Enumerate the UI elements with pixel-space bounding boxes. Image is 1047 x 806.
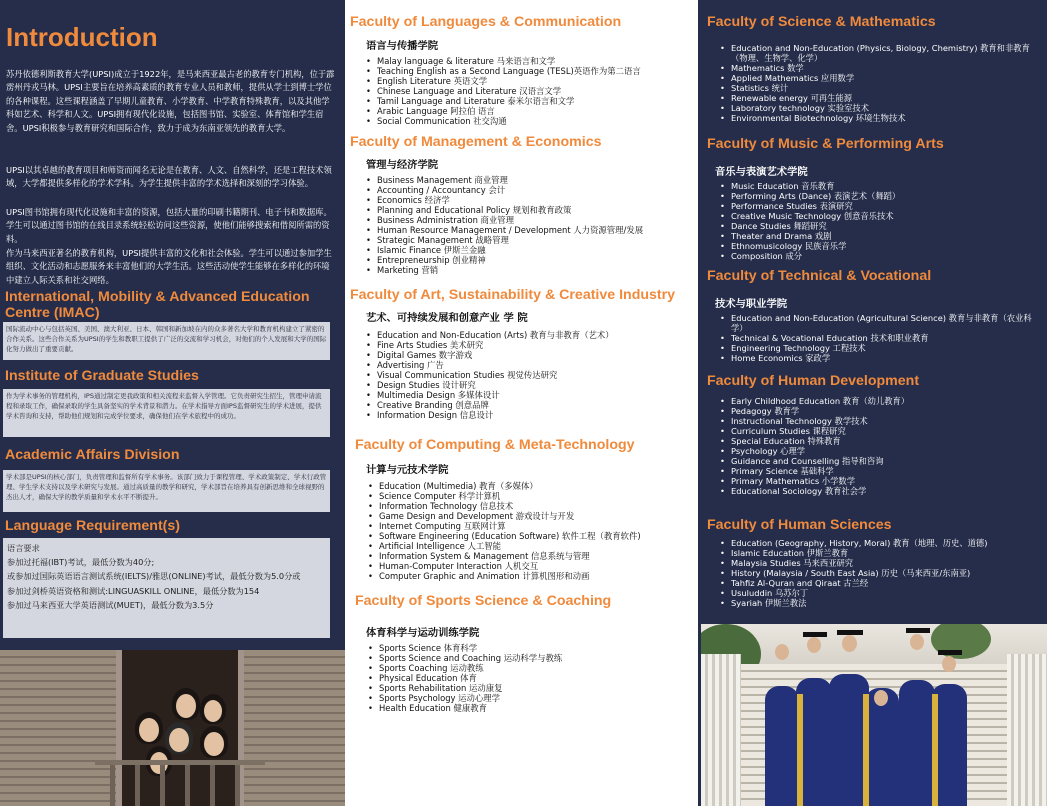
- program-item: • Education and Non-Education (Agricultural Science) 教育与非教育（农业科学）: [718, 314, 1038, 334]
- program-item: • Education and Non-Education (Arts) 教育与非教育（艺术）: [365, 331, 695, 341]
- program-item: • Guidance and Counselling 指导和咨询: [718, 457, 1038, 467]
- faculty-chinese-title: 技术与职业学院: [715, 298, 788, 310]
- language-line: 参加过剑桥英语资格和测试:LINGUASKILL ONLINE，最低分数为154: [7, 585, 260, 596]
- program-item: • Performance Studies 表演研究: [718, 202, 1038, 212]
- faculty-title: Faculty of Management & Economics: [350, 134, 602, 150]
- intro-paragraph-3: UPSI图书馆拥有现代化设施和丰富的资源，包括大量的印刷书籍期刊、电子书和数据库。学生可以通过图书馆的在线目录系统轻松访问这些资源，使他们能够搜索和借阅所需的资料。: [6, 207, 332, 244]
- faculty-title: Faculty of Art, Sustainability & Creative Industry: [350, 287, 676, 303]
- program-item: • Tamil Language and Literature 泰米尔语言和文学: [365, 97, 695, 107]
- faculty-chinese-title: 音乐与表演艺术学院: [715, 166, 808, 178]
- program-item: • Dance Studies 舞蹈研究: [718, 222, 1038, 232]
- program-item: • Multimedia Design 多媒体设计: [365, 391, 695, 401]
- program-item: • Environmental Biotechnology 环境生物技术: [718, 114, 1038, 124]
- program-item: • Engineering Technology 工程技术: [718, 344, 1038, 354]
- imac-body: 国际流动中心与包括英国、美国、澳大利亚、日本、韩国和新加坡在内的众多著名大学和教育机构建立了紧密的合作关系。这些合作关系为UPSI的学生和教职工提供了广泛的交流和学习机会，对他们的个人发展和大学的国际化努力做出了重要贡献。: [3, 322, 330, 360]
- program-item: • Physical Education 体育: [367, 674, 697, 684]
- program-item: • Performing Arts (Dance) 表演艺术（舞蹈）: [718, 192, 1038, 202]
- program-item: • Fine Arts Studies 美术研究: [365, 341, 695, 351]
- program-item: • Primary Science 基础科学: [718, 467, 1038, 477]
- program-list: [718, 397, 1038, 497]
- program-item: • Islamic Finance 伊斯兰金融: [365, 246, 695, 256]
- program-item: • Islamic Education 伊斯兰教育: [718, 549, 1038, 559]
- intro-paragraph-2: UPSI以其卓越的教育项目和师资而闻名无论是在教育、人文、自然科学，还是工程技术领域，大学都提供多样化的学术学科。为学生提供丰富的学术选择和深刻的学习体验。: [6, 165, 332, 189]
- faculty-chinese-title: 体育科学与运动训练学院: [366, 627, 480, 639]
- faculty-title: Faculty of Human Development: [707, 373, 920, 389]
- aad-title: Academic Affairs Division: [5, 447, 180, 463]
- language-line: 语言要求: [7, 543, 40, 553]
- program-item: • Malaysia Studies 马来西亚研究: [718, 559, 1038, 569]
- program-list: [365, 331, 695, 421]
- intro-paragraph-1: 苏丹依德利斯教育大学(UPSI)成立于1922年，是马来西亚最古老的教育专门机构，位于霹雳州丹戎马林。UPSI主要旨在培养高素质的教育专业人员和教师，提供从学士到博士学位的各种课程。这些课程涵盖了早期儿童教育、小学教育、中学教育特殊教育，以及其他学科如艺术、科学和人文。UPSI拥有现代化设施，包括图书馆、实验室、体育馆和学生宿舍。UPSI积极参与教育研究和国际合作，致力于成为东南亚领先的教育大学。: [6, 69, 335, 133]
- program-item: • Sports Rehabilitation 运动康复: [367, 684, 697, 694]
- program-item: • Creative Music Technology 创意音乐技术: [718, 212, 1038, 222]
- program-item: • Sports Science and Coaching 运动科学与教练: [367, 654, 697, 664]
- program-item: • Information System & Management 信息系统与管理: [367, 552, 697, 562]
- language-line: 参加过马来西亚大学英语测试(MUET)，最低分数为3.5分: [7, 599, 214, 610]
- program-item: • Tahfiz Al-Quran and Qiraat 古兰经: [718, 579, 1038, 589]
- program-item: • Business Management 商业管理: [365, 176, 695, 186]
- language-line: 参加过托福(IBT)考试，最低分数为40分;: [7, 557, 155, 568]
- program-item: • Mathematics 数学: [718, 64, 1038, 74]
- program-item: • Visual Communication Studies 视觉传达研究: [365, 371, 695, 381]
- program-item: • Home Economics 家政学: [718, 354, 1038, 364]
- faculty-chinese-title: 计算与元技术学院: [366, 464, 449, 476]
- program-item: • Teaching English as a Second Language (TESL)英语作为第二语言: [365, 67, 695, 77]
- program-item: • Information Design 信息设计: [365, 411, 695, 421]
- students-window-photo: [0, 650, 345, 806]
- faculty-title: Faculty of Languages & Communication: [350, 14, 622, 30]
- faculty-title: Faculty of Sports Science & Coaching: [355, 593, 612, 609]
- program-item: • Sports Psychology 运动心理学: [367, 694, 697, 704]
- right-panel: [698, 0, 1047, 806]
- program-item: • Usuluddin 乌苏尔丁: [718, 589, 1038, 599]
- program-list: [718, 44, 1038, 124]
- program-item: • Information Technology 信息技术: [367, 502, 697, 512]
- language-title: Language Requirement(s): [5, 518, 181, 534]
- program-item: • Technical & Vocational Education 技术和职业教育: [718, 334, 1038, 344]
- program-item: • Artificial Intelligence 人工智能: [367, 542, 697, 552]
- program-item: • Education and Non-Education (Physics, Biology, Chemistry) 教育和非教育（物理、生物学、化学）: [718, 44, 1038, 64]
- faculty-title: Faculty of Science & Mathematics: [707, 14, 936, 30]
- program-item: • Science Computer 科学计算机: [367, 492, 697, 502]
- left-panel: [0, 0, 345, 806]
- program-item: • Pedagogy 教育学: [718, 407, 1038, 417]
- faculty-chinese-title: 管理与经济学院: [366, 159, 439, 171]
- program-item: • Malay language & literature 马来语言和文学: [365, 57, 695, 67]
- middle-panel: [345, 0, 698, 806]
- program-item: • Creative Branding 创意品牌: [365, 401, 695, 411]
- faculty-title: Faculty of Music & Performing Arts: [707, 136, 944, 152]
- program-item: • Theater and Drama 戏剧: [718, 232, 1038, 242]
- program-item: • Educational Sociology 教育社会学: [718, 487, 1038, 497]
- graduation-photo: [701, 624, 1047, 806]
- program-item: • Early Childhood Education 教育（幼儿教育）: [718, 397, 1038, 407]
- program-list: [367, 482, 697, 582]
- program-item: • Planning and Educational Policy 规划和教育政策: [365, 206, 695, 216]
- program-item: • Business Administration 商业管理: [365, 216, 695, 226]
- program-item: • Instructional Technology 教学技术: [718, 417, 1038, 427]
- program-item: • Chinese Language and Literature 汉语言文学: [365, 87, 695, 97]
- program-list: [365, 57, 695, 127]
- program-item: • Special Education 特殊教育: [718, 437, 1038, 447]
- program-item: • Applied Mathematics 应用数学: [718, 74, 1038, 84]
- program-item: • Strategic Management 战略管理: [365, 236, 695, 246]
- program-item: • Design Studies 设计研究: [365, 381, 695, 391]
- aad-body: 学术部是UPSI的核心部门，负责管理和监督所有学术事务。该部门致力于课程管理、学术政策制定、学术行政管理、学生学术支持以及学术研究与发展。通过高质量的教学和研究，学术部旨在培养具有创新思维和全球视野的杰出人才，确保大学的教学质量和学术水平不断提升。: [3, 470, 330, 512]
- program-list: [367, 644, 697, 714]
- igs-body: 作为学术事务的管理机构，IPS通过制定更我政策和相关流程来监督入学管理。它负责研究生招生，管理申请流程和录取工作，确保录取的学生具备坚实的学术背景和潜力。在学术指导方面IPS监督研究生的学术进展，提供学术咨询和支持，帮助他们规划和完成学位要求，确保他们在学术旅程中的成功。: [3, 389, 330, 437]
- language-box: [3, 538, 330, 638]
- program-item: • Marketing 营销: [365, 266, 695, 276]
- program-item: • English Literature 英语文学: [365, 77, 695, 87]
- program-item: • Internet Computing 互联网计算: [367, 522, 697, 532]
- program-list: [365, 176, 695, 276]
- intro-paragraph-4: 作为马来西亚著名的教育机构，UPSI提供丰富的文化和社会体验。学生可以通过参加学生组织、文化活动和志愿服务来丰富他们的大学生活。这些活动使学生能够在多样化的环境中建立人际关系和社交网络。: [6, 248, 332, 285]
- faculty-title: Faculty of Computing & Meta-Technology: [355, 437, 635, 453]
- program-item: • Sports Coaching 运动教练: [367, 664, 697, 674]
- program-item: • Renewable energy 可再生能源: [718, 94, 1038, 104]
- program-item: • Music Education 音乐教育: [718, 182, 1038, 192]
- program-item: • Computer Graphic and Animation 计算机图形和动画: [367, 572, 697, 582]
- program-item: • Game Design and Development 游戏设计与开发: [367, 512, 697, 522]
- program-item: • Statistics 统计: [718, 84, 1038, 94]
- program-item: • Education (Multimedia) 教育（多媒体）: [367, 482, 697, 492]
- faculty-chinese-title: 语言与传播学院: [366, 40, 439, 52]
- program-item: • Ethnomusicology 民族音乐学: [718, 242, 1038, 252]
- program-item: • Human Resource Management / Development 人力资源管理/发展: [365, 226, 695, 236]
- faculty-title: Faculty of Technical & Vocational: [707, 268, 932, 284]
- program-item: • Software Engineering (Education Software) 软件工程（教育软件): [367, 532, 697, 542]
- program-item: • Accounting / Accountancy 会计: [365, 186, 695, 196]
- program-item: • Curriculum Studies 课程研究: [718, 427, 1038, 437]
- program-item: • Psychology 心理学: [718, 447, 1038, 457]
- faculty-title: Faculty of Human Sciences: [707, 517, 892, 533]
- intro-title: Introduction: [6, 22, 158, 52]
- program-item: • History (Malaysia / South East Asia) 历史（马来西亚/东南亚): [718, 569, 1038, 579]
- program-item: • Sports Science 体育科学: [367, 644, 697, 654]
- faculty-chinese-title: 艺术、可持续发展和创意产业 学 院: [366, 312, 528, 324]
- imac-title: International, Mobility & Advanced Education Centre (IMAC): [5, 289, 310, 321]
- program-list: [718, 539, 1038, 609]
- program-item: • Education (Geography, History, Moral) 教育（地理、历史、道德): [718, 539, 1038, 549]
- program-item: • Health Education 健康教育: [367, 704, 697, 714]
- program-item: • Arabic Language 阿拉伯 语言: [365, 107, 695, 117]
- igs-title: Institute of Graduate Studies: [5, 368, 199, 384]
- program-item: • Syariah 伊斯兰教法: [718, 599, 1038, 609]
- program-item: • Composition 成分: [718, 252, 1038, 262]
- program-item: • Laboratory technology 实验室技术: [718, 104, 1038, 114]
- program-item: • Entrepreneurship 创业精神: [365, 256, 695, 266]
- language-line: 或参加过国际英语语言测试系统(IELTS)/雅思(ONLINE)考试，最低分数为5.0分或: [7, 571, 301, 582]
- program-item: • Human-Computer Interaction 人机交互: [367, 562, 697, 572]
- program-list: [718, 182, 1038, 262]
- program-item: • Economics 经济学: [365, 196, 695, 206]
- program-item: • Primary Mathematics 小学数学: [718, 477, 1038, 487]
- program-item: • Digital Games 数字游戏: [365, 351, 695, 361]
- program-item: • Advertising 广告: [365, 361, 695, 371]
- program-list: [718, 314, 1038, 364]
- program-item: • Social Communication 社交沟通: [365, 117, 695, 127]
